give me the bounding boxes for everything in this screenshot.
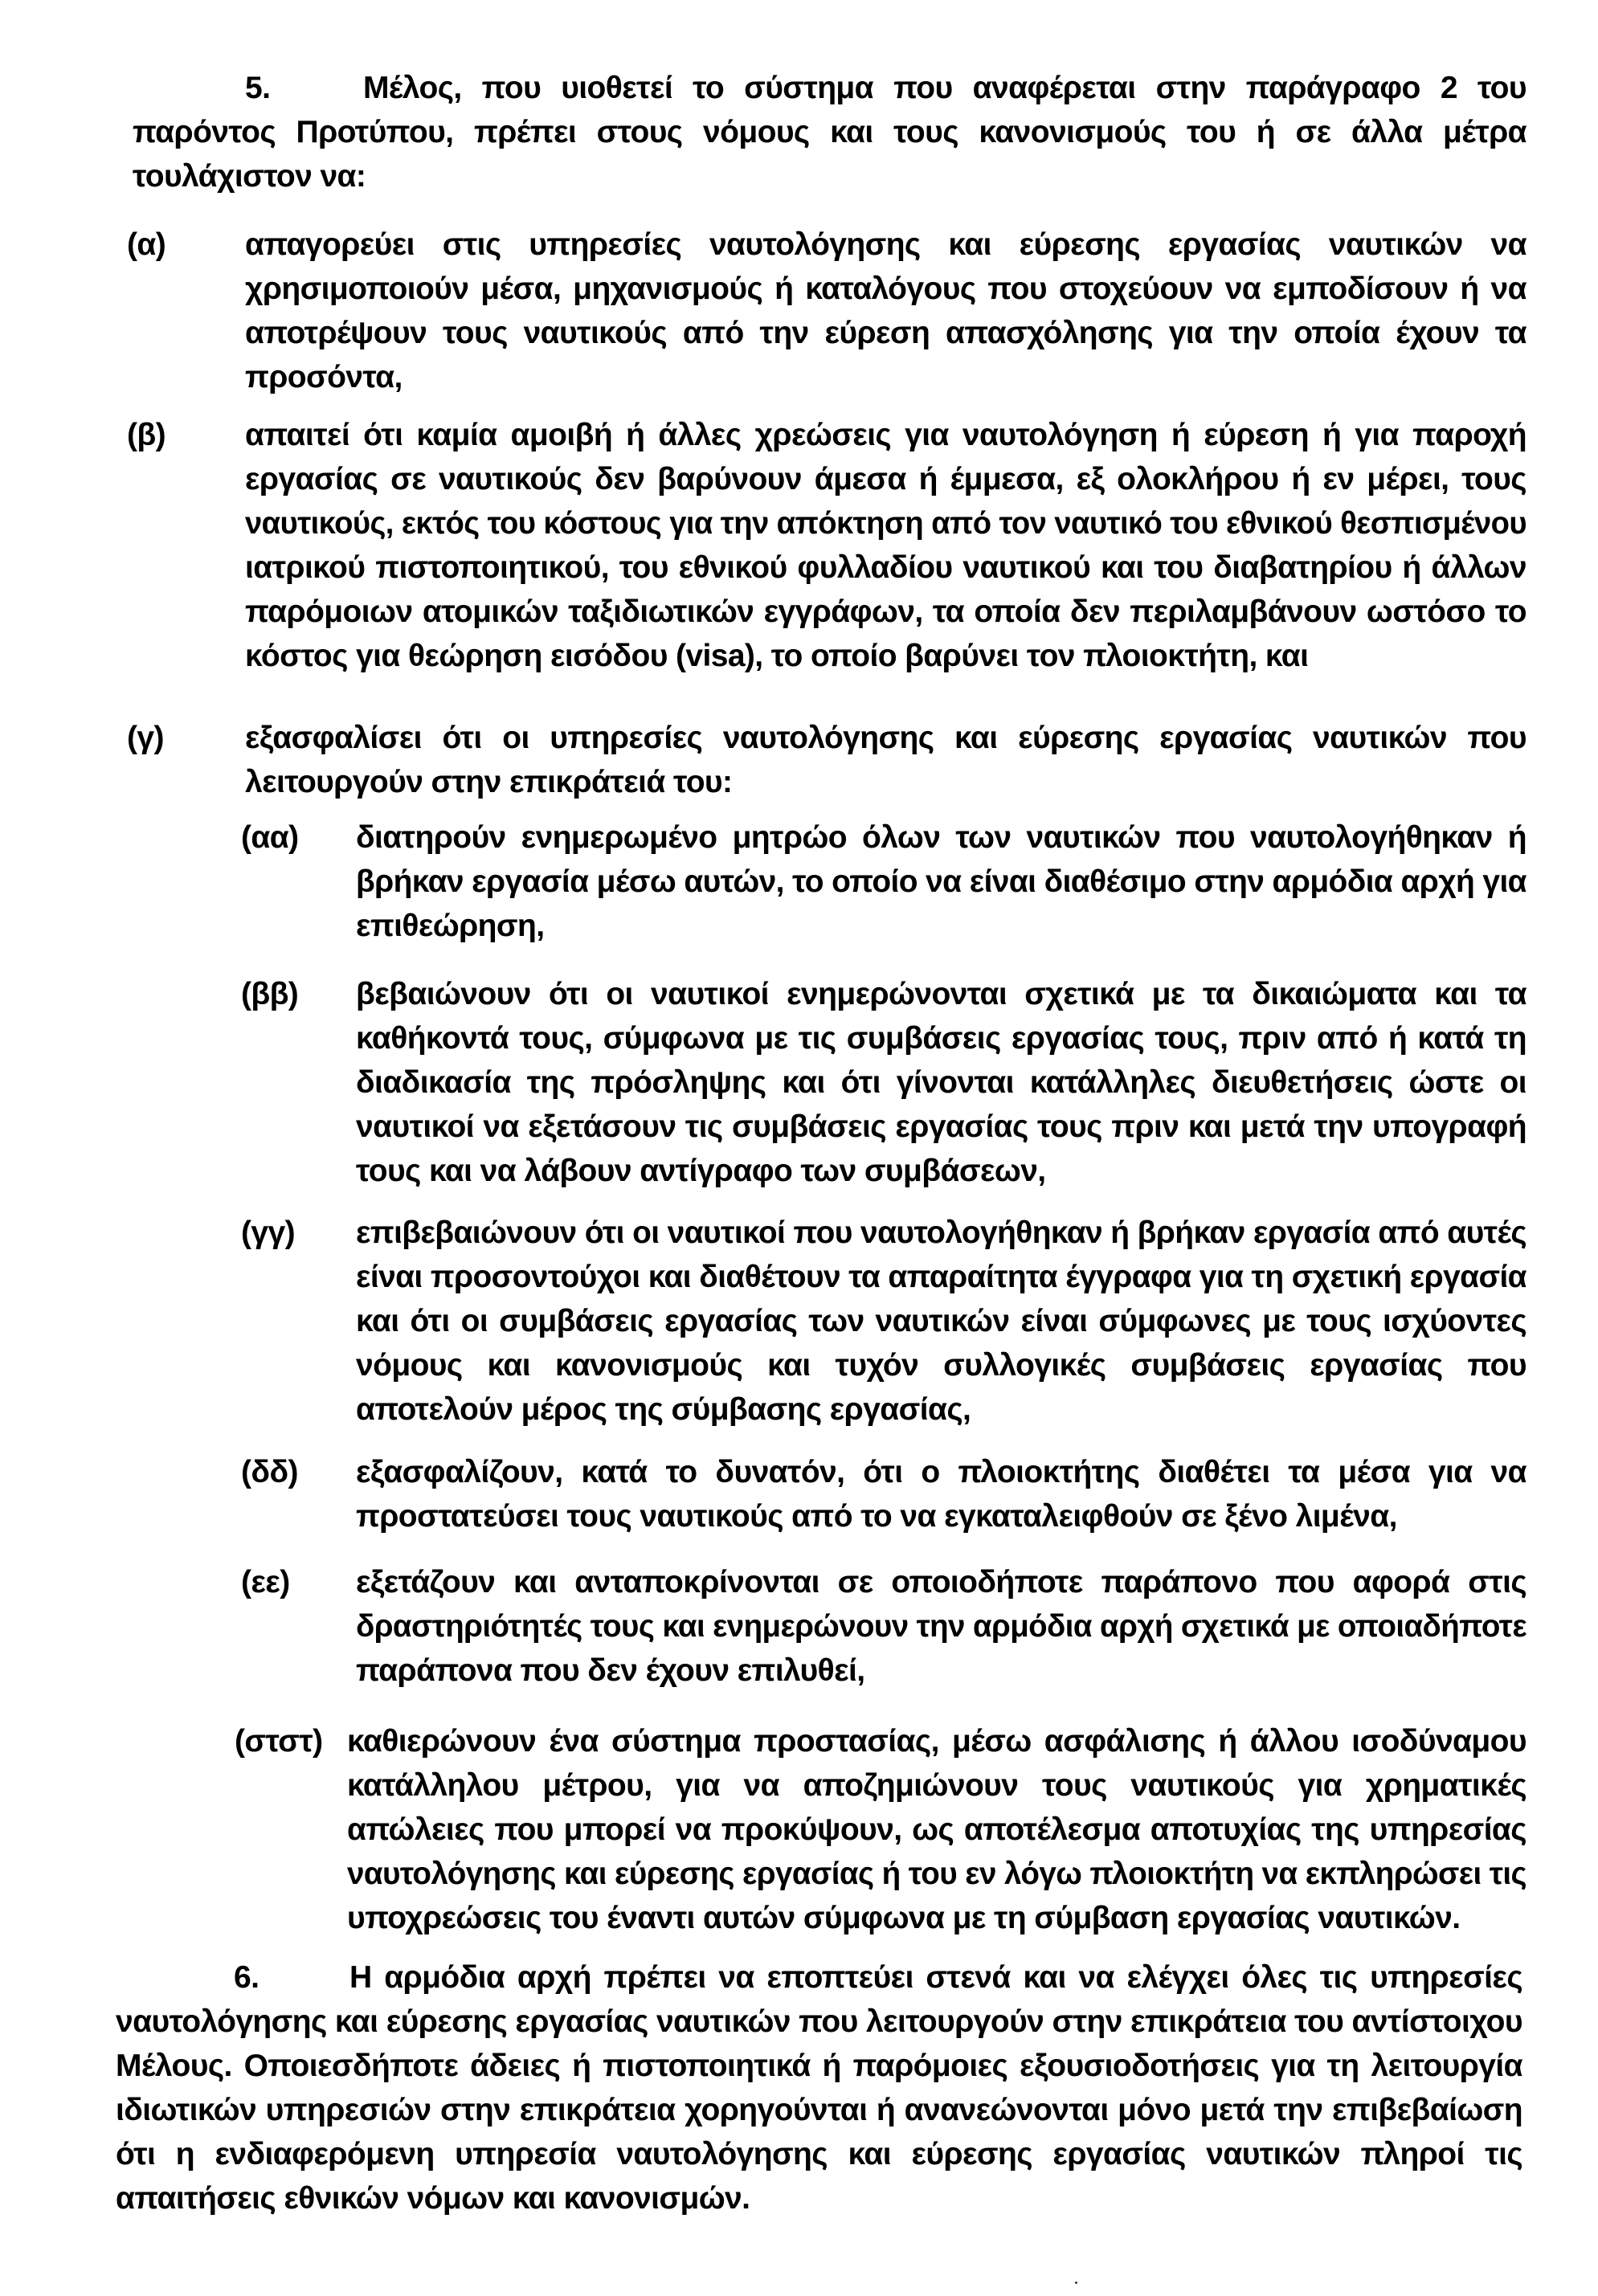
text-line: παράπονα που δεν έχουν επιλυθεί, — [356, 1653, 865, 1688]
text-line: αποτελούν μέρος της σύμβασης εργασίας, — [356, 1392, 971, 1427]
text-line: Μέλους. Οποιεσδήποτε άδειες ή πιστοποιητικά ή παρόμοιες εξουσιοδοτήσεις για τη λειτουργία — [116, 2049, 1522, 2083]
text-line: επιβεβαιώνουν ότι οι ναυτικοί που ναυτολογήθηκαν ή βρήκαν εργασία από αυτές — [356, 1215, 1526, 1250]
sub-item-label: (αα) — [241, 820, 299, 855]
text-line: απώλειες που μπορεί να προκύψουν, ως αποτέλεσμα αποτυχίας της υπηρεσίας — [347, 1812, 1526, 1847]
text-line: παρόντος Προτύπου, πρέπει στους νόμους και τους κανονισμούς του ή σε άλλα μέτρα — [133, 115, 1526, 149]
scan-speck — [1075, 2282, 1077, 2284]
text-line: εξασφαλίζουν, κατά το δυνατόν, ότι ο πλοιοκτήτης διαθέτει τα μέσα για να — [356, 1455, 1526, 1489]
list-item-label: (γ) — [127, 721, 164, 755]
text-line: προσόντα, — [245, 360, 403, 394]
text-line: χρησιμοποιούν μέσα, μηχανισμούς ή καταλόγους που στοχεύουν να εμποδίσουν ή να — [245, 272, 1526, 306]
text-line: επιθεώρηση, — [356, 909, 545, 943]
sub-item-label: (γγ) — [241, 1215, 295, 1250]
text-line: καθιερώνουν ένα σύστημα προστασίας, μέσω ασφάλισης ή άλλου ισοδύναμου — [347, 1724, 1526, 1759]
text-line: εξασφαλίσει ότι οι υπηρεσίες ναυτολόγησης και εύρεσης εργασίας ναυτικών που — [245, 721, 1526, 755]
text-line: υποχρεώσεις του έναντι αυτών σύμφωνα με τη σύμβαση εργασίας ναυτικών. — [347, 1901, 1461, 1935]
text-line: ναυτικούς, εκτός του κόστους για την απόκτηση από τον ναυτικό του εθνικού θεσπισμένου — [245, 506, 1526, 541]
paragraph-number: 5. — [245, 71, 271, 105]
text-line: ότι η ενδιαφερόμενη υπηρεσία ναυτολόγησης και εύρεσης εργασίας ναυτικών πληροί τις — [116, 2137, 1522, 2171]
text-line: κατάλληλου μέτρου, για να αποζημιώνουν τους ναυτικούς για χρηματικές — [347, 1768, 1526, 1803]
sub-item-label: (εε) — [241, 1565, 290, 1599]
text-line: τους και να λάβουν αντίγραφο των συμβάσεων, — [356, 1154, 1046, 1188]
text-line: εργασίας σε ναυτικούς δεν βαρύνουν άμεσα ή έμμεσα, εξ ολοκλήρου ή εν μέρει, τους — [245, 462, 1526, 496]
text-line: ιδιωτικών υπηρεσιών στην επικράτεια χορηγούνται ή ανανεώνονται μόνο μετά την επιβεβαίωση — [116, 2093, 1522, 2127]
text-line: ναυτικοί να εξετάσουν τις συμβάσεις εργασίας τους πριν και μετά την υπογραφή — [356, 1109, 1526, 1144]
text-line: εξετάζουν και ανταποκρίνονται σε οποιοδήποτε παράπονο που αφορά στις — [356, 1565, 1526, 1599]
text-line: παρόμοιων ατομικών ταξιδιωτικών εγγράφων, τα οποία δεν περιλαμβάνουν ωστόσο το — [245, 594, 1526, 629]
text-line: είναι προσοντούχοι και διαθέτουν τα απαραίτητα έγγραφα για τη σχετική εργασία — [356, 1260, 1526, 1294]
text-line: αποτρέψουν τους ναυτικούς από την εύρεση απασχόλησης για την οποία έχουν τα — [245, 316, 1526, 350]
text-line: ναυτολόγησης και εύρεσης εργασίας ή του εν λόγω πλοιοκτήτη να εκπληρώσει τις — [347, 1857, 1526, 1891]
sub-item-label: (στστ) — [235, 1724, 323, 1759]
text-line: διαδικασία της πρόσληψης και ότι γίνονται κατάλληλες διευθετήσεις ώστε οι — [356, 1065, 1526, 1100]
text-line: βρήκαν εργασία μέσω αυτών, το οποίο να είναι διαθέσιμο στην αρμόδια αρχή για — [356, 864, 1526, 899]
text-line: ναυτολόγησης και εύρεσης εργασίας ναυτικών που λειτουργούν στην επικράτεια του αντίστοιχου — [116, 2004, 1522, 2039]
list-item-label: (β) — [127, 418, 166, 452]
text-line: απαιτήσεις εθνικών νόμων και κανονισμών. — [116, 2181, 750, 2216]
text-line: απαιτεί ότι καμία αμοιβή ή άλλες χρεώσεις για ναυτολόγηση ή εύρεση ή για παροχή — [245, 418, 1526, 452]
text-line: λειτουργούν στην επικράτειά του: — [245, 765, 733, 799]
text-line: νόμους και κανονισμούς και τυχόν συλλογικές συμβάσεις εργασίας που — [356, 1348, 1526, 1383]
sub-item-label: (δδ) — [241, 1455, 298, 1489]
text-line: κόστος για θεώρηση εισόδου (visa), το οποίο βαρύνει τον πλοιοκτήτη, και — [245, 639, 1309, 673]
text-line: καθήκοντά τους, σύμφωνα με τις συμβάσεις εργασίας τους, πριν από ή κατά τη — [356, 1021, 1526, 1056]
text-line: ιατρικού πιστοποιητικού, του εθνικού φυλλαδίου ναυτικού και του διαβατηρίου ή άλλων — [245, 550, 1526, 585]
text-line: Μέλος, που υιοθετεί το σύστημα που αναφέρεται στην παράγραφο 2 του — [363, 71, 1526, 105]
text-line: δραστηριότητές τους και ενημερώνουν την αρμόδια αρχή σχετικά με οποιαδήποτε — [356, 1609, 1526, 1644]
text-line: βεβαιώνουν ότι οι ναυτικοί ενημερώνονται σχετικά με τα δικαιώματα και τα — [356, 977, 1526, 1011]
text-line: προστατεύσει τους ναυτικούς από το να εγκαταλειφθούν σε ξένο λιμένα, — [356, 1499, 1397, 1534]
paragraph-number: 6. — [234, 1960, 260, 1995]
text-line: και ότι οι συμβάσεις εργασίας των ναυτικών είναι σύμφωνες με τους ισχύοντες — [356, 1304, 1526, 1338]
list-item-label: (α) — [127, 227, 166, 262]
text-line: Η αρμόδια αρχή πρέπει να εποπτεύει στενά και να ελέγχει όλες τις υπηρεσίες — [349, 1960, 1522, 1995]
sub-item-label: (ββ) — [241, 977, 299, 1011]
text-line: απαγορεύει στις υπηρεσίες ναυτολόγησης και εύρεσης εργασίας ναυτικών να — [245, 227, 1526, 262]
text-line: τουλάχιστον να: — [133, 159, 366, 194]
text-line: διατηρούν ενημερωμένο μητρώο όλων των ναυτικών που ναυτολογήθηκαν ή — [356, 820, 1526, 855]
